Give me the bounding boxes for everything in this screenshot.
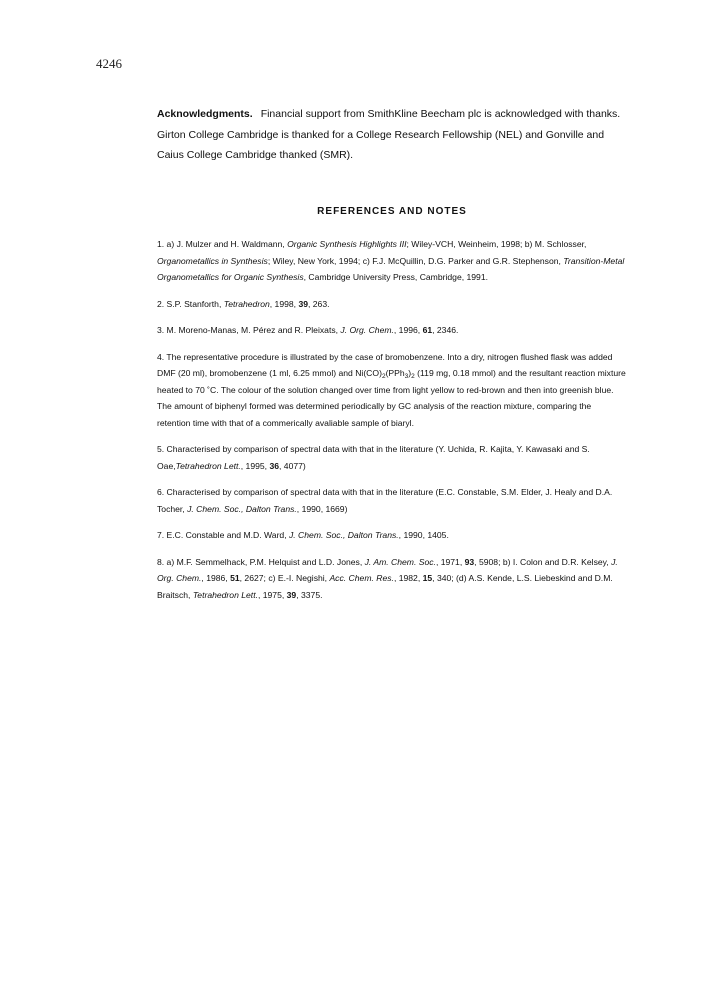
ref-text: ) [408, 368, 412, 378]
ref-text: 7. E.C. Constable and M.D. Ward, [157, 530, 289, 540]
reference-1 [157, 236, 627, 286]
ref-text: (119 mg, 0.18 mmol) and the resultant reaction mixture heated to 70 ˚C. The colour of the solution changed over time from light yellow to red-brown and then into greenish blue. The amount of biphenyl formed was determined periodically by GC analysis of the reaction mixture, comparing the retention time with that of a commerically avaliable sample of biaryl. [157, 368, 626, 428]
ref-text: , 1990, 1405. [398, 530, 449, 540]
ref-text: , 1998, [269, 298, 299, 309]
ref-text: , 1995, [240, 460, 270, 471]
ref-text: , 1990, 1669) [296, 503, 348, 514]
ref-subscript: 2 [411, 373, 415, 380]
ref-journal: J. Org. Chem. [340, 325, 394, 335]
ref-subscript: 3 [404, 373, 409, 380]
ref-text: , 263. [308, 298, 330, 309]
ref-text: 6. Characterised by comparison of spectral data with that in the literature (E.C. Constable, S.M. Elder, J. Healy and D.A. Tocher, [157, 487, 613, 514]
ref-text: (PPh [385, 368, 405, 378]
ref-text: 3. M. Moreno-Manas, M. Pérez and R. Pleixats, [157, 325, 341, 335]
ref-journal: Tetrahedron Lett. [175, 460, 241, 471]
reference-2 [157, 296, 627, 313]
ref-text: , Cambridge University Press, Cambridge, 1991. [303, 272, 489, 282]
reference-3 [157, 322, 627, 339]
ref-book-title: Organometallics in Synthesis [157, 255, 268, 266]
ref-text: , 1982, [393, 573, 423, 583]
ref-text: 5. Characterised by comparison of spectral data with that in the literature (Y. Uchida, R. Kajita, Y. Kawasaki and S. Oae, [157, 444, 590, 471]
ref-volume: 15 [422, 573, 433, 583]
ref-text: 4. The representative procedure is illustrated by the case of bromobenzene. Into a dry, nitrogen flushed flask was added DMF (20 ml), bromobenzene (1 ml, 6.25 mmol) and Ni(CO) [157, 351, 613, 378]
ref-text: 1. a) J. Mulzer and H. Waldmann, [157, 239, 288, 249]
acknowledgments-paragraph [157, 104, 627, 166]
reference-5 [157, 441, 627, 474]
ref-journal: J. Org. Chem. [157, 556, 618, 583]
ref-book-title: Organic Synthesis Highlights III [287, 239, 407, 249]
page-number: 4246 [96, 56, 122, 71]
ref-journal: Tetrahedron [223, 298, 270, 309]
ref-text: ; Wiley-VCH, Weinheim, 1998; b) M. Schlosser, [406, 239, 587, 249]
ref-volume: 93 [464, 556, 475, 567]
ref-volume: 39 [286, 589, 297, 600]
ref-subscript: 2 [381, 373, 386, 380]
ref-journal: J. Chem. Soc., Dalton Trans. [187, 503, 297, 514]
reference-4 [157, 349, 627, 432]
ref-text: , 5908; b) I. Colon and D.R. Kelsey, [474, 556, 612, 567]
ref-text: , 1996, [393, 325, 423, 335]
ref-text: , 2627; c) E.-I. Negishi, [239, 573, 330, 583]
ref-volume: 39 [298, 298, 308, 309]
ref-text: , 340; (d) A.S. Kende, L.S. Liebeskind and D.M. Braitsch, [157, 573, 613, 600]
ref-journal: J. Am. Chem. Soc. [364, 556, 436, 567]
ref-text: , 4077) [279, 460, 306, 471]
acknowledgments-text: Financial support from SmithKline Beecham plc is acknowledged with thanks. Girton College Cambridge is thanked for a College Research Fellowship (NEL) and Gonville and Caius College Cambridge thanked (SMR). [157, 108, 621, 161]
reference-6 [157, 484, 627, 517]
ref-volume: 36 [269, 460, 280, 471]
ref-volume: 51 [230, 573, 240, 583]
ref-text: , 3375. [296, 589, 323, 600]
references-list [157, 236, 627, 613]
ref-book-title: Transition-Metal Organometallics for Organic Synthesis [157, 255, 625, 282]
ref-text: , 1986, [201, 573, 231, 583]
ref-text: 2. S.P. Stanforth, [157, 298, 224, 309]
ref-journal: J. Chem. Soc., Dalton Trans. [288, 530, 399, 540]
ref-journal: Acc. Chem. Res. [329, 573, 394, 583]
ref-text: , 1975, [257, 589, 287, 600]
reference-8 [157, 554, 627, 604]
ref-text: 8. a) M.F. Semmelhack, P.M. Helquist and L.D. Jones, [157, 556, 365, 567]
acknowledgments-heading: Acknowledgments. [157, 108, 253, 120]
ref-text: , 1971, [435, 556, 465, 567]
ref-text: ; Wiley, New York, 1994; c) F.J. McQuillin, D.G. Parker and G.R. Stephenson, [267, 255, 564, 266]
references-title: REFERENCES AND NOTES [317, 206, 467, 217]
ref-volume: 61 [422, 325, 433, 335]
reference-7 [157, 527, 627, 544]
ref-text: , 2346. [432, 325, 459, 335]
ref-journal: Tetrahedron Lett. [192, 589, 258, 600]
